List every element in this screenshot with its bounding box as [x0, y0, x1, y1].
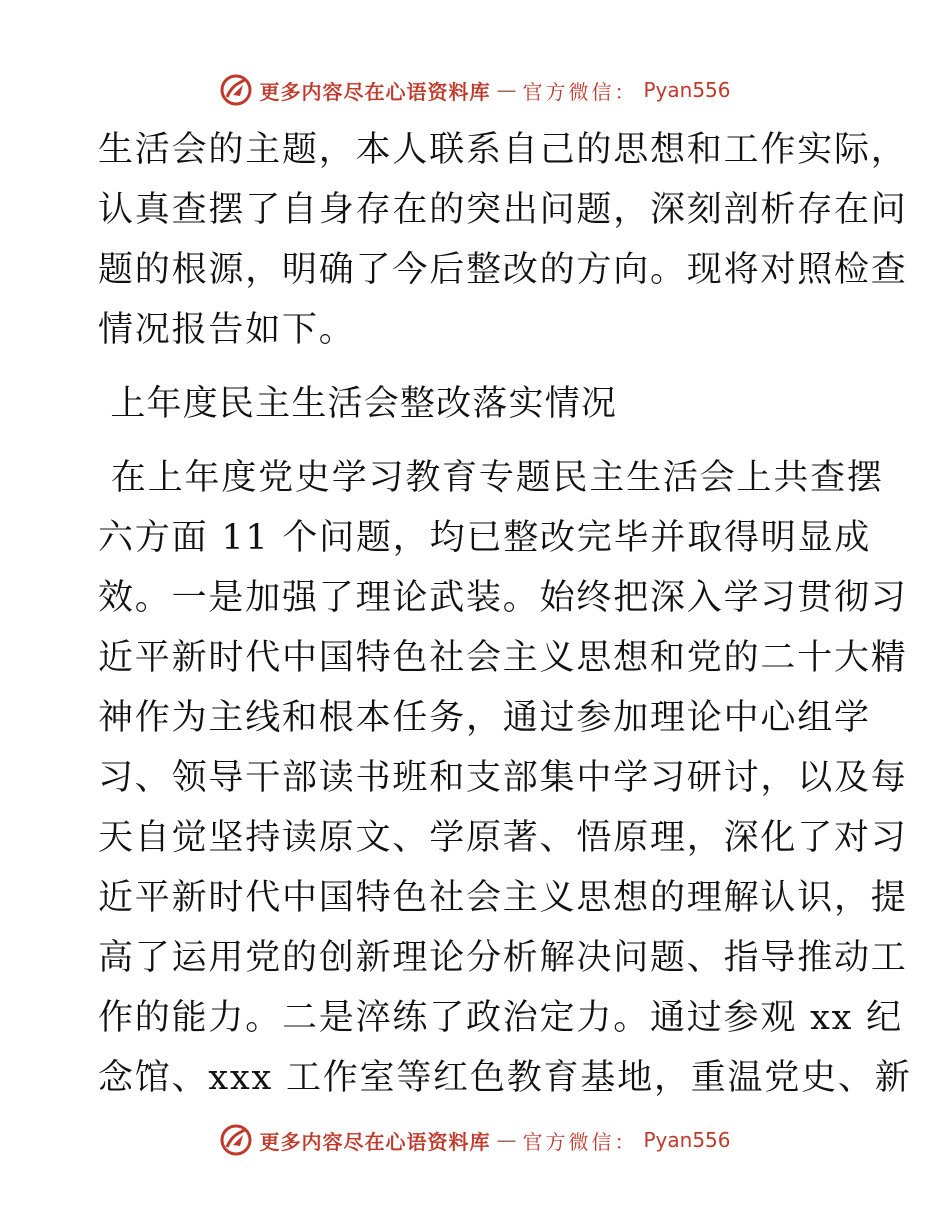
text-line: 题的根源，明确了今后整改的方向。现将对照检查 — [98, 250, 908, 290]
paragraph-rectification — [98, 448, 912, 1108]
watermark-text: 更多内容尽在心语资料库 — [259, 79, 491, 104]
watermark-text: 更多内容尽在心语资料库 — [259, 1129, 491, 1154]
text-line: 在上年度党史学习教育专题民主生活会上共查摆 — [98, 458, 884, 498]
text-line: 习、领导干部读书班和支部集中学习研讨，以及每 — [98, 758, 908, 798]
section-heading: 上年度民主生活会整改落实情况 — [98, 384, 618, 424]
document-body — [98, 120, 912, 1108]
text-line: 六方面 11 个问题，均已整改完毕并取得明显成 — [98, 518, 872, 558]
pen-swirl-icon — [219, 73, 253, 107]
watermark-wechat-id: Pyan556 — [643, 1128, 731, 1152]
text-line: 天自觉坚持读原文、学原著、悟原理，深化了对习 — [98, 818, 908, 858]
watermark-separator: — — [496, 78, 517, 102]
footer-watermark — [0, 1120, 950, 1160]
watermark-wechat-label: 官方微信： — [522, 79, 638, 104]
text-line: 认真查摆了自身存在的突出问题，深刻剖析存在问 — [98, 190, 908, 230]
text-line: 作的能力。二是淬练了政治定力。通过参观 xx 纪 — [98, 998, 903, 1038]
pen-swirl-icon — [219, 1123, 253, 1157]
text-line: 效。一是加强了理论武装。始终把深入学习贯彻习 — [98, 578, 908, 618]
text-line: 高了运用党的创新理论分析解决问题、指导推动工 — [98, 938, 908, 978]
watermark-wechat-id: Pyan556 — [643, 78, 731, 102]
text-line: 生活会的主题，本人联系自己的思想和工作实际， — [98, 130, 908, 170]
text-line: 神作为主线和根本任务，通过参加理论中心组学 — [98, 698, 871, 738]
text-line: 近平新时代中国特色社会主义思想的理解认识，提 — [98, 878, 908, 918]
paragraph-intro — [98, 120, 908, 360]
text-line: 念馆、xxx 工作室等红色教育基地，重温党史、新 — [98, 1058, 912, 1098]
text-line: 情况报告如下。 — [98, 310, 356, 350]
text-line: 近平新时代中国特色社会主义思想和党的二十大精 — [98, 638, 908, 678]
watermark-wechat-label: 官方微信： — [522, 1129, 638, 1154]
watermark-separator: — — [496, 1128, 517, 1152]
header-watermark — [0, 70, 950, 110]
